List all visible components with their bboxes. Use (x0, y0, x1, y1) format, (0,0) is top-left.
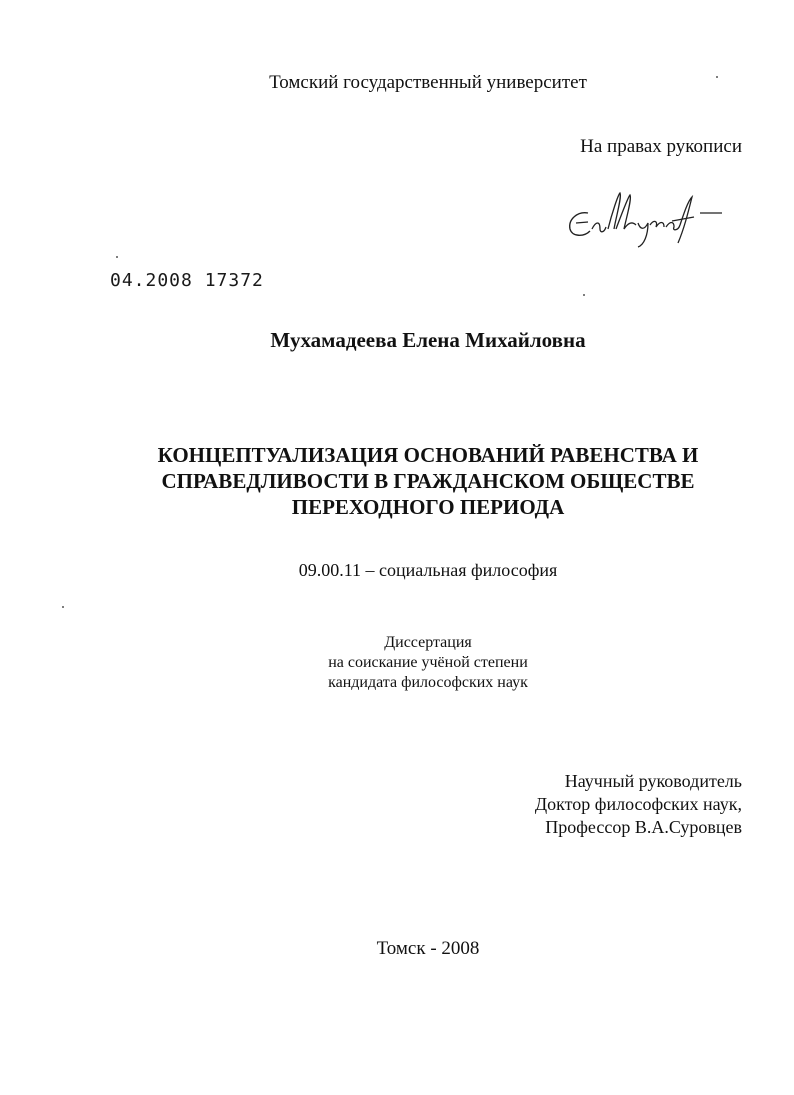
title-line: ПЕРЕХОДНОГО ПЕРИОДА (291, 495, 565, 519)
scan-speck (62, 606, 64, 608)
supervisor-line: Научный руководитель (564, 771, 742, 791)
author-name: Мухамадеева Елена Михайловна (270, 328, 586, 352)
scan-speck (716, 76, 718, 78)
scan-speck (116, 256, 118, 258)
supervisor-line: Профессор В.А.Суровцев (545, 817, 742, 837)
degree-line: на соискание учёной степени (328, 654, 528, 671)
supervisor-block (535, 770, 742, 839)
title-line: СПРАВЕДЛИВОСТИ В ГРАЖДАНСКОМ ОБЩЕСТВЕ (161, 469, 695, 493)
rights-note: На правах рукописи (580, 136, 742, 157)
university-name: Томский государственный университет (269, 72, 587, 93)
handwritten-signature (560, 183, 730, 253)
title-line: КОНЦЕПТУАЛИЗАЦИЯ ОСНОВАНИЙ РАВЕНСТВА И (157, 443, 699, 467)
degree-statement (0, 633, 794, 693)
city-year: Томск - 2008 (376, 938, 480, 959)
scan-speck (583, 294, 585, 296)
registry-number: 04.2008 17372 (110, 270, 264, 291)
dissertation-title (110, 442, 746, 520)
degree-line: Диссертация (384, 634, 472, 651)
supervisor-line: Доктор философских наук, (534, 794, 742, 814)
degree-line: кандидата философских наук (328, 674, 528, 691)
specialty-code: 09.00.11 – социальная философия (298, 560, 558, 580)
